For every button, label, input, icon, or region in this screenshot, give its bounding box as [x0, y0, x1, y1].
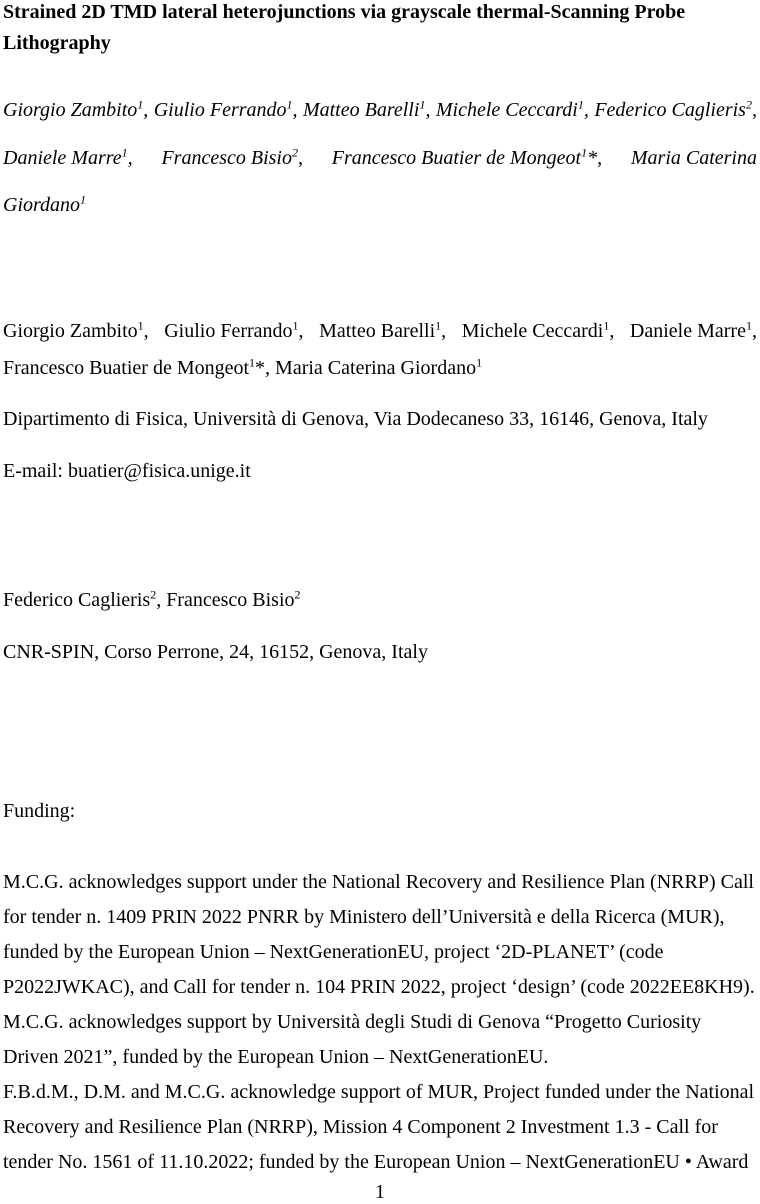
author — [319, 319, 446, 343]
affiliation-marker: 1 — [80, 192, 87, 207]
author-name: Giorgio Zambito — [3, 320, 138, 342]
affil-2-institution: CNR-SPIN, Corso Perrone, 24, 16152, Genova, Italy — [3, 641, 428, 663]
affiliation-marker: 1 — [286, 97, 293, 112]
author — [164, 319, 303, 343]
affiliation-marker: 1 — [581, 145, 588, 160]
author-separator: , — [297, 147, 303, 169]
author-name: Matteo Barelli — [319, 320, 436, 342]
author — [436, 98, 589, 122]
affil-2-authors — [3, 588, 301, 612]
author-separator: , — [751, 320, 757, 342]
author-name: Giulio Ferrando — [153, 99, 287, 121]
author — [594, 98, 757, 122]
affiliation-marker: 2 — [294, 587, 301, 602]
author — [3, 98, 148, 122]
affil-1-authors-line-2 — [3, 356, 482, 380]
author — [154, 98, 298, 122]
author-separator: , — [156, 589, 167, 611]
funding-heading: Funding: — [3, 800, 76, 822]
author-name: Giordano — [3, 194, 81, 216]
author-name: Michele Ceccardi — [461, 320, 604, 342]
affil-1-institution: Dipartimento di Fisica, Università di Genova, Via Dodecaneso 33, 16146, Genova, Italy — [3, 408, 708, 430]
author-separator: , — [143, 320, 149, 342]
author-separator: , — [143, 99, 149, 121]
author-name: Giorgio Zambito — [3, 99, 138, 121]
author — [3, 319, 149, 343]
author-separator: *, — [255, 357, 276, 379]
paper-title-line-1: Strained 2D TMD lateral heterojunctions via grayscale thermal-Scanning Probe — [3, 1, 686, 23]
affil-1-authors-line-1 — [3, 319, 757, 343]
author-separator: , — [583, 99, 589, 121]
author-separator: , — [425, 99, 431, 121]
author-name: Michele Ceccardi — [435, 99, 578, 121]
funding-line: Recovery and Resilience Plan (NRRP), Mission 4 Component 2 Investment 1.3 - Call for — [3, 1116, 718, 1138]
author-name: Francesco Bisio — [166, 589, 295, 611]
author-name: Federico Caglieris — [594, 99, 746, 121]
affiliation-marker: 1 — [745, 318, 752, 333]
author-list-line-3 — [3, 193, 86, 217]
affiliation-marker: 1 — [121, 145, 128, 160]
author — [631, 146, 757, 170]
affiliation-marker: 1 — [249, 355, 256, 370]
author-name: Francesco Bisio — [161, 147, 292, 169]
affiliation-marker: 2 — [150, 587, 157, 602]
funding-line: F.B.d.M., D.M. and M.C.G. acknowledge support of MUR, Project funded under the National — [3, 1081, 755, 1103]
author — [3, 357, 275, 379]
author-separator: , — [609, 320, 615, 342]
affiliation-marker: 1 — [577, 97, 584, 112]
author-separator: *, — [587, 147, 603, 169]
funding-line: Driven 2021”, funded by the European Union – NextGenerationEU. — [3, 1046, 549, 1068]
affiliation-marker: 1 — [419, 97, 426, 112]
funding-line: M.C.G. acknowledges support by Università degli Studi di Genova “Progetto Curiosity — [3, 1011, 702, 1033]
funding-line: for tender n. 1409 PRIN 2022 PNRR by Ministero dell’Università e della Ricerca (MUR), — [3, 906, 725, 928]
author — [462, 319, 615, 343]
affiliation-marker: 1 — [137, 97, 144, 112]
author-name: Maria Caterina — [630, 147, 757, 169]
author — [161, 146, 303, 170]
affiliation-marker: 1 — [137, 318, 144, 333]
author-separator: , — [298, 320, 304, 342]
affiliation-marker: 1 — [476, 355, 483, 370]
affiliation-marker: 1 — [292, 318, 299, 333]
author — [332, 146, 602, 170]
author — [3, 146, 133, 170]
paper-title-line-2: Lithography — [3, 32, 111, 54]
funding-line: P2022JWKAC), and Call for tender n. 104 PRIN 2022, project ‘design’ (code 2022EE8KH9). — [3, 976, 755, 998]
author-name: Maria Caterina Giordano — [275, 357, 477, 379]
page-number: 1 — [375, 1181, 385, 1203]
author-separator: , — [292, 99, 298, 121]
author — [3, 589, 166, 611]
author-name: Francesco Buatier de Mongeot — [3, 357, 250, 379]
author-separator: , — [127, 147, 133, 169]
funding-line: tender No. 1561 of 11.10.2022; funded by the European Union – NextGenerationEU • Award — [3, 1151, 749, 1173]
affiliation-marker: 2 — [745, 97, 752, 112]
author — [275, 357, 482, 379]
author-separator: , — [751, 99, 757, 121]
author-separator: , — [441, 320, 447, 342]
author-name: Daniele Marre — [3, 147, 122, 169]
affiliation-marker: 2 — [291, 145, 298, 160]
author — [166, 589, 300, 611]
author — [3, 194, 86, 216]
funding-line: funded by the European Union – NextGenerationEU, project ‘2D-PLANET’ (code — [3, 941, 664, 963]
funding-line: M.C.G. acknowledges support under the National Recovery and Resilience Plan (NRRP) Call — [3, 871, 754, 893]
affiliation-marker: 1 — [435, 318, 442, 333]
author-name: Daniele Marre — [629, 320, 746, 342]
author-list-line-1 — [3, 98, 757, 122]
author — [630, 319, 757, 343]
author-name: Federico Caglieris — [3, 589, 151, 611]
author-name: Giulio Ferrando — [164, 320, 293, 342]
affil-1-email: E-mail: buatier@fisica.unige.it — [3, 460, 251, 482]
author — [303, 98, 430, 122]
author-name: Matteo Barelli — [302, 99, 420, 121]
author-name: Francesco Buatier de Mongeot — [331, 147, 582, 169]
author-list-line-2 — [3, 146, 757, 170]
affiliation-marker: 1 — [603, 318, 610, 333]
